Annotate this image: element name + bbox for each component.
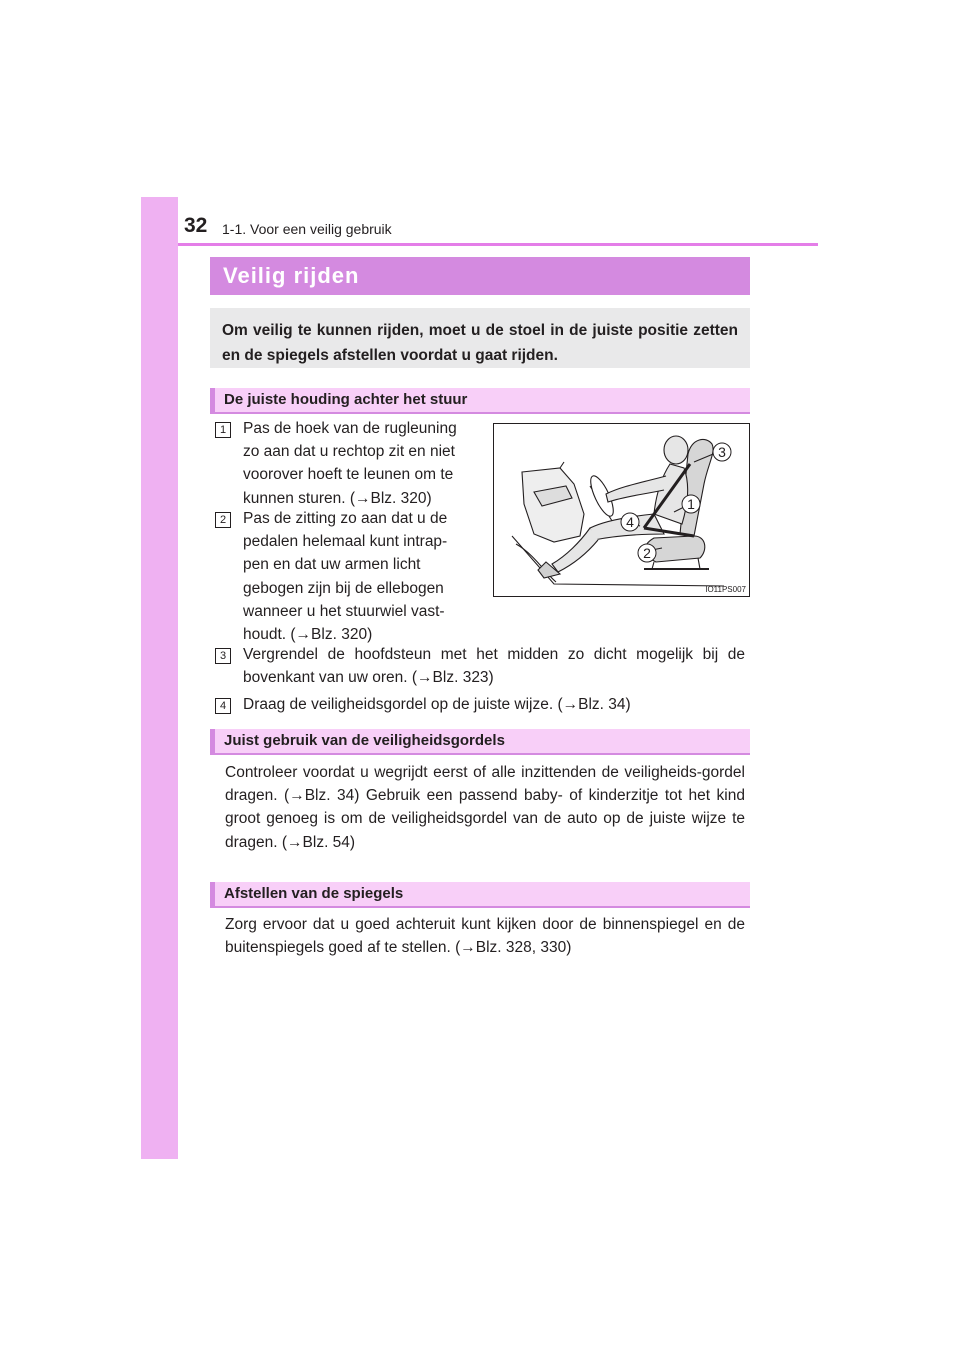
section-title-bar (210, 257, 750, 295)
page-title: Veilig rijden (223, 263, 360, 288)
figure-callout-2: 2 (643, 545, 651, 561)
driver-seat-drawing (494, 424, 749, 596)
posture-item-3-text: Vergrendel de hoofdsteun met het midden zo dicht mogelijk bij de bovenkant van uw oren. (→Blz. 323) (243, 646, 745, 687)
chapter-title: 1-1. Voor een veilig gebruik (222, 221, 392, 237)
subheading-mirrors (210, 882, 750, 908)
subheading-posture (210, 388, 750, 414)
subheading-mirrors-label: Afstellen van de spiegels (224, 885, 404, 902)
figure-callout-1: 1 (687, 496, 695, 512)
figure-callout-3: 3 (718, 444, 726, 460)
subheading-belts-label: Juist gebruik van de veiligheidsgordels (224, 732, 505, 749)
chapter-sidebar-tab (141, 197, 178, 1159)
posture-item-4-text: Draag de veiligheidsgordel op de juiste wijze. (→Blz. 34) (243, 696, 631, 713)
mirrors-text: Zorg ervoor dat u goed achteruit kunt kijken door de binnenspiegel en de buitenspiegels goed af te stellen. (→Blz. 328, 330) (225, 916, 745, 957)
figure-code: IO11PS007 (705, 585, 746, 594)
item-number-1: 1 (215, 422, 231, 438)
page-number: 32 (184, 214, 208, 237)
belts-text: Controleer voordat u wegrijdt eerst of alle inzittenden de veiligheids-gordel dragen. (→Blz. 34) Gebruik een passend baby- of kinderzitje tot het kind groot genoeg is om de veiligheidsgordel van de auto op de juiste wijze te dragen. (→Blz. 54) (225, 764, 745, 851)
item-number-2: 2 (215, 512, 231, 528)
subheading-posture-label: De juiste houding achter het stuur (224, 391, 468, 408)
intro-box (210, 308, 750, 368)
posture-item-1-text: Pas de hoek van de rugleuning zo aan dat u rechtop zit en niet voorover hoeft te leunen om te kunnen sturen. (→Blz. 320) (243, 420, 457, 507)
posture-item-2-text: Pas de zitting zo aan dat u de pedalen helemaal kunt intrap-pen en dat uw armen licht gebogen zijn bij de ellebogen wanneer u het stuurwiel vast-houdt. (→Blz. 320) (243, 510, 448, 644)
subheading-belts (210, 729, 750, 755)
item-number-3: 3 (215, 648, 231, 664)
figure-callout-4: 4 (626, 514, 634, 530)
item-number-4: 4 (215, 698, 231, 714)
header-rule (178, 243, 818, 246)
driving-posture-illustration (493, 423, 750, 597)
intro-text: Om veilig te kunnen rijden, moet u de stoel in de juiste positie zetten en de spiegels afstellen voordat u gaat rijden. (222, 322, 738, 364)
